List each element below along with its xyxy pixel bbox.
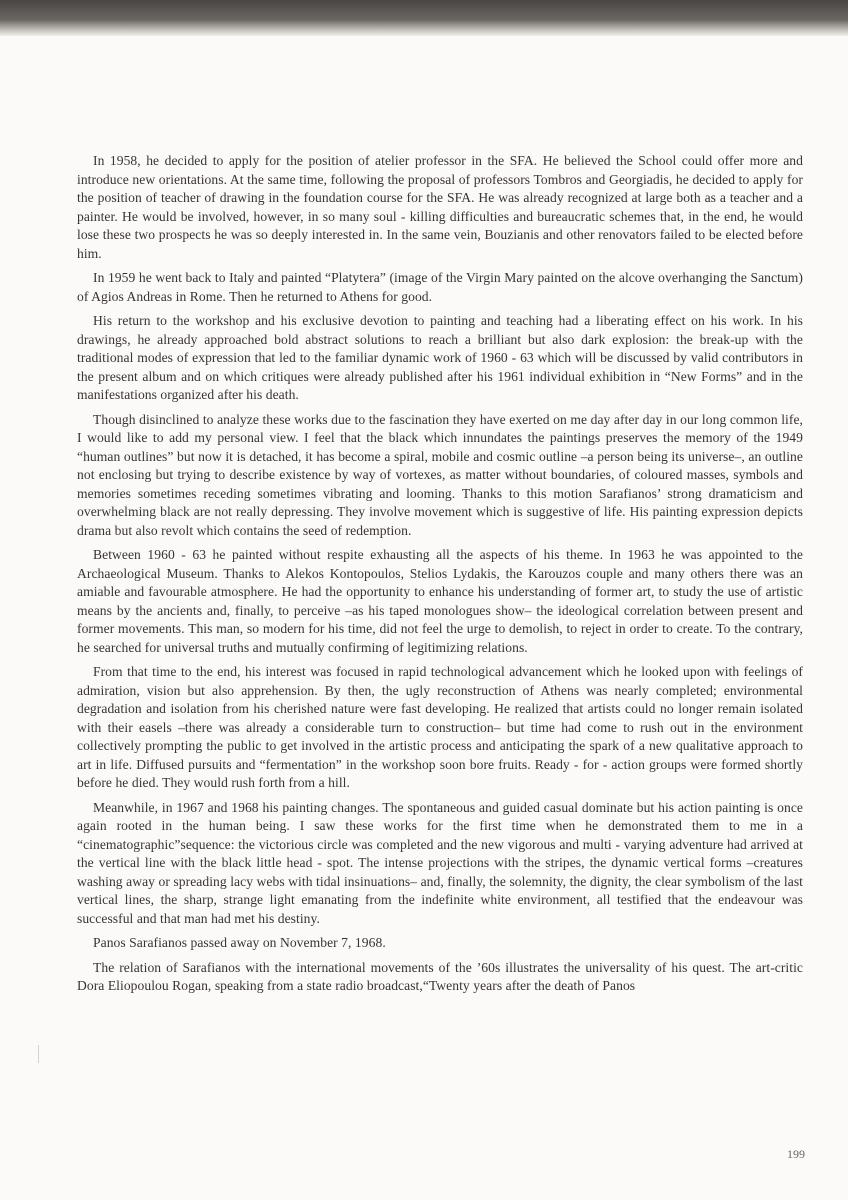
paragraph-death: Panos Sarafianos passed away on November 7, 1968. <box>93 935 386 950</box>
paragraph-1960-63: Between 1960 - 63 he painted without respite exhausting all the aspects of his theme. In 1963 he was appointed to the Archaeological Museum. Thanks to Alekos Kontopoulos, Stelios Lydakis, the Karouzos couple and many others there was an amiable and favourable atmosphere. He had the opportunity to enhance his understanding of former art, to study the use of artistic means by the ancients and, finally, to perceive –as his taped monologues show– the ideological correlation between present and former movements. This man, so modern for his time, did not feel the urge to demolish, to reject in order to create. To the contrary, he searched for universal truths and mutually confirming of legitimizing relations. <box>77 547 803 655</box>
paragraph-1959: In 1959 he went back to Italy and painted “Platytera” (image of the Virgin Mary painted on the alcove overhanging the Sanctum) of Agios Andreas in Rome. Then he returned to Athens for good. <box>77 270 803 304</box>
paragraph-1958: In 1958, he decided to apply for the position of atelier professor in the SFA. He believed the School could offer more and introduce new orientations. At the same time, following the proposal of professors Tombros and Georgiadis, he decided to apply for the position of teacher of drawing in the foundation course for the SFA. He was already recognized at large both as a teacher and a painter. He would be involved, however, in so many soul - killing difficulties and bureaucratic schemes that, in the end, he would lose these two prospects he was so deeply interested in. In the same vein, Bouzianis and other renovators failed to be elected before him. <box>77 153 803 261</box>
scan-top-edge <box>0 0 848 36</box>
paragraph-personal-view: Though disinclined to analyze these works due to the fascination they have exerted on me day after day in our long common life, I would like to add my personal view. I feel that the black which innundates the paintings preserves the memory of the 1949 “human outlines” but now it is detached, it has become a spiral, mobile and cosmic outline –a person being its universe–, an outline not enclosing but trying to describe existence by way of vortexes, as matter without boundaries, of coloured masses, symbols and memories sometimes receding sometimes vibrating and looming. Thanks to this motion Sarafianos’ strong dramaticism and overwhelming black are not really depressing. They involve movement which is suggestive of life. His painting expression depicts drama but also revolt which contains the seed of redemption. <box>77 411 803 538</box>
article-body <box>77 152 803 1002</box>
paragraph-international: The relation of Sarafianos with the international movements of the ’60s illustrates the universality of his quest. The art-critic Dora Eliopoulou Rogan, speaking from a state radio broadcast,“Twenty years after the death of Panos <box>77 959 803 993</box>
paragraph-1967-68: Meanwhile, in 1967 and 1968 his painting changes. The spontaneous and guided casual dominate but his action painting is once again rooted in the human being. I saw these works for the first time when he demonstrated them to me in a “cinematographic”sequence: the victorious circle was completed and the new vigorous and multi - varying adventure had arrived at the vertical line with the black little head - spot. The intense projections with the stripes, the dynamic vertical forms –creatures washing away or spreading lacy webs with tidal insinuations– and, finally, the solemnity, the dignity, the clear symbolism of the last vertical lines, the sharp, strange light emanating from the indefinite white environment, all testified that the endeavour was successful and that man had met his destiny. <box>77 799 803 926</box>
paragraph-technology: From that time to the end, his interest was focused in rapid technological advancement which he looked upon with feelings of admiration, vision but also apprehension. By then, the ugly reconstruction of Athens was nearly completed; environmental degradation and isolation from his cherished nature were fast developing. He realized that artists could no longer remain isolated with their easels –there was already a considerable turn to construction– but time had come to rush out in the environment collectively prompting the public to get involved in the artistic process and anticipating the spark of a new qualitative approach to art in life. Diffused pursuits and “fermentation” in the workshop soon bore fruits. Ready - for - action groups were formed shortly before he died. They would rush forth from a hill. <box>77 664 803 790</box>
paragraph-return-workshop: His return to the workshop and his exclusive devotion to painting and teaching had a liberating effect on his work. In his drawings, he already approached bold abstract solutions to reach a brilliant but also dark explosion: the break-up with the traditional modes of expression that led to the familiar dynamic work of 1960 - 63 which will be discussed by valid contributors in the present album and on which critiques were already published after his 1961 individual exhibition in “New Forms” and in the manifestations organized after his death. <box>77 313 803 402</box>
margin-mark <box>38 1045 39 1063</box>
page-number: 199 <box>787 1147 805 1161</box>
